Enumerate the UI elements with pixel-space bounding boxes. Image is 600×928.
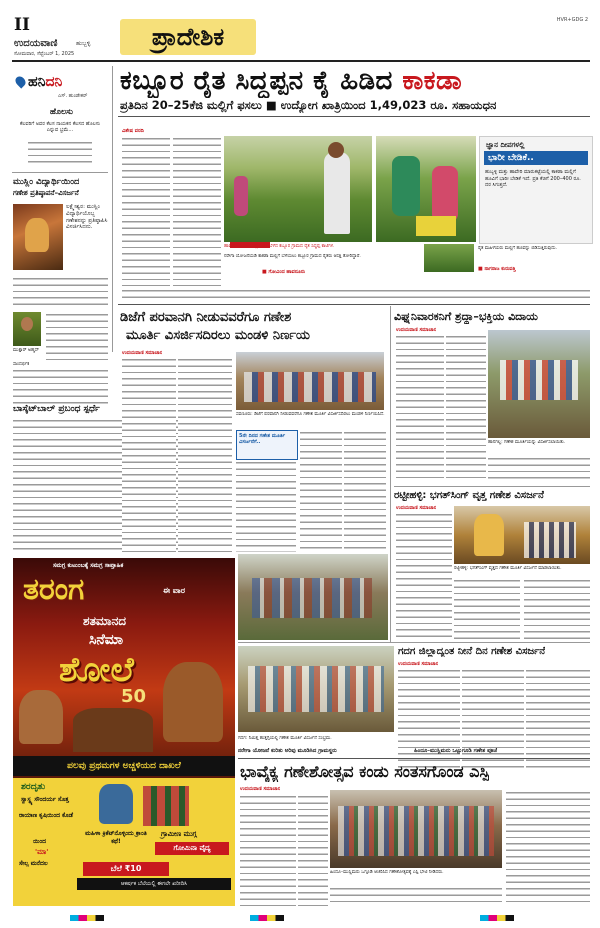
story2-text-2 <box>46 312 108 362</box>
student-caption: ಮುಕ್ತಾರ್ ಅಹ್ಮದ್ <box>13 348 40 353</box>
folk-dancers-photo <box>143 786 189 826</box>
advert-item-1-text: ಸ್ವಾಸ್ಥ್ಯ ಸೌಂದರ್ಯ ಸೊತ್ತ <box>21 796 69 803</box>
demand-box-title-2: ಭಾರೀ ಬೇಡಿಕೆ.. <box>484 151 588 165</box>
story2-headline-2: ಗಣೇಶ ಪ್ರತಿಷ್ಠಾಪನೆ–ವಿಸರ್ಜನೆ <box>13 189 79 197</box>
advert-item-1-title: ಶರದೃತು <box>21 782 46 792</box>
demand-box-text: ಹುಬ್ಬಳ್ಳಿ ಮತ್ತು ಹಾವೇರಿ ಮಾರುಕಟ್ಟೆಯಲ್ಲಿ ಕಾಕಡಾ ಮಲ್ಲಿಗೆ ಹೂವಿಗೆ ಭಾರೀ ಬೇಡಿಕೆ ಇದೆ. ಪ್ರತಿ ಕೆಜಿಗೆ 200–400 ರೂ. ದರ ಸಿಗುತ್ತದೆ. <box>485 169 581 189</box>
advert-left-text-2: ಯಿಂದ <box>33 838 46 845</box>
lead-text-col-2 <box>173 136 221 286</box>
left-column-vrule <box>112 66 113 352</box>
student-portrait-photo <box>13 312 41 346</box>
right-text-1b <box>446 334 486 482</box>
film-actor-left-photo <box>19 690 63 744</box>
film-actor-centre-photo <box>73 708 153 752</box>
right-text-2a <box>396 512 452 640</box>
bottom-rule <box>238 758 590 759</box>
centre-callout: 5ನೇ ದಿನದ ಗಣೇಶ ಮೂರ್ತಿ ವಿಸರ್ಜನೆಗೆ.. <box>236 430 298 460</box>
left-rule-1 <box>12 172 108 173</box>
advert-lower <box>13 778 235 906</box>
story3-headline: ಬಾಸ್ಕೆಟ್‌ಬಾಲ್ ಪ್ರಬಂಧ ಸ್ಪರ್ಧೆ <box>13 404 100 414</box>
right-rule-1 <box>394 486 590 487</box>
farmer-field-photo <box>224 136 372 242</box>
mandal-meeting-photo <box>236 352 384 410</box>
women-picking-photo <box>376 136 476 242</box>
date-line: ಸೋಮವಾರ, ಸೆಪ್ಟೆಂಬರ್ 1, 2025 <box>14 51 75 57</box>
bottom-caption: ಹಿಂದೂ–ಮುಸ್ಲಿಮರು ಒಗ್ಗೂಡಿ ಆಚರಿಸಿದ ಗಣೇಶೋತ್ಸವಕ್ಕೆ ಎಸ್ಪಿ ಭೇಟಿ ನೀಡಿದರು. <box>330 870 444 875</box>
right-rule-2 <box>238 642 590 643</box>
hani-dani-item-title: ಹೊಲಸು <box>50 107 73 116</box>
right-caption-2: ರಟ್ಟೀಹಳ್ಳಿ: ಭಗತ್‌ಸಿಂಗ್ ವೃತ್ತದ ಗಣೇಶ ಮೂರ್ತಿ ವಿಸರ್ಜನೆ ಮಾಡಲಾಯಿತು. <box>454 566 562 571</box>
centre-photo-caption: ಸವಣೂರು: ಡಿಜೆಗೆ ಪರವಾನಗಿ ನೀಡುವವರೆಗೂ ಗಣೇಶ ಮೂರ್ತಿ ವಿಸರ್ಜಿಸದಿರಲು ಮಂಡಳಿ ನಿರ್ಣಯಿಸಿದೆ. <box>236 412 385 417</box>
right-caption-1: ಹಾನಗಲ್ಲ: ಗಣೇಶ ಮೂರ್ತಿಯನ್ನು ವಿಸರ್ಜಿಸಲಾಯಿತು. <box>488 440 566 445</box>
story2-headline-1: ಮುಸ್ಲಿಂ ವಿದ್ಯಾರ್ಥಿಯಿಂದ <box>13 177 80 187</box>
lead-caption-2: ನರೇಗಾ ಯೋಜನೆಯಡಿ ಕಾಕಡಾ ಮಲ್ಲಿಗೆ ಬೆಳೆಯಲು ಕಬ್ಬೂರ ಗ್ರಾಮದ ರೈತರು ಆಸಕ್ತಿ ತೋರಿದ್ದಾರೆ. <box>224 254 361 259</box>
story2-side-text: ಲಕ್ಷ್ಮೇಶ್ವರ: ಮುಸ್ಲಿಂ ವಿದ್ಯಾರ್ಥಿಯೊಬ್ಬ ಗಣೇಶನನ್ನು ಪ್ರತಿಷ್ಠಾಪಿಸಿ ವಿಸರ್ಜಿಸಿದನು. <box>66 204 108 231</box>
advert-banner: ಪಲವು ಪ್ರಥಮಗಳ ಅಚ್ಚಳಿಯದ ದಾಖಲೆ <box>13 756 235 776</box>
lead-bottom-rule <box>118 304 590 305</box>
right-text-1a <box>396 334 444 482</box>
hani-dani-brand: ಹನಿದನಿ <box>16 74 62 90</box>
lead-headline: ಕಬ್ಬೂರ ರೈತ ಸಿದ್ದಪ್ಪನ ಕೈ ಹಿಡಿದ ಕಾಕಡಾ <box>120 66 463 96</box>
demand-box-title-1: ಜ್ಞಾನ ದೀಪಗಳಲ್ಲಿ <box>486 141 525 149</box>
right-byline-3: ಉದಯವಾಣಿ ಸಮಾಚಾರ <box>398 661 439 667</box>
lead-caption-1: ಹಾವೇರಿ: ಕಾಕಡಾ ಮಲ್ಲಿಗೆ ಹೂ ಬೆಳೆದ ಕಬ್ಬೂರ ಗ್ರಾಮದ ರೈತ ಸಿದ್ದಪ್ಪ ಕಾಟಿಗಳ. <box>224 244 335 249</box>
centre-headline-1: ಡಿಜೆಗೆ ಪರವಾನಗಿ ನೀಡುವವರೆಗೂ ಗಣೇಶ <box>120 310 292 325</box>
advert-title-3: ಶೋಲೆ <box>59 650 134 690</box>
advert-offer: ಆಕರ್ಷಕ ಬೆಲೆಯಲ್ಲಿ ಈಗಲೇ ಖರೀದಿಸಿ <box>77 878 231 890</box>
bottom-text-col-1 <box>240 794 296 906</box>
advert-brand: ತರಂಗ <box>23 572 85 607</box>
lead-byline: ವಿಶೇಷ ವರದಿ <box>122 128 144 134</box>
registration-marks <box>0 912 600 924</box>
caption-b: ಸಾಂದರ್ಭಿಕ <box>13 362 30 367</box>
demand-box-author: ■ ನಾಗರಾಜ ಕುರುವತ್ತಿ <box>478 266 516 272</box>
demand-box <box>479 136 593 244</box>
bottom-strip-right: ಹಿಂದೂ–ಮುಸ್ಲಿಮರು ಒಟ್ಟುಗೂಡಿ ಗಣೇಶ ಪೂಜೆ <box>414 748 498 754</box>
right-text-2b <box>454 578 520 640</box>
lead-subhead-rule <box>118 116 590 117</box>
right-headline-2: ರಟ್ಟೀಹಳ್ಳಿ: ಭಗತ್‌ಸಿಂಗ್ ವೃತ್ತ ಗಣೇಶ ವಿಸರ್ಜನೆ <box>394 490 544 501</box>
advert-title-1: ಶತಮಾನದ <box>83 614 127 628</box>
centre-text-col-5 <box>344 430 386 552</box>
right-text-1c <box>488 456 590 482</box>
advert-item-2-text: ಮಹಿಳಾ ಕ್ರಿಕೆಟ್‌ನೊಳ್ಳಿಂದು ಕ್ರಾಂತಿ ಕಥೆ! <box>85 830 147 845</box>
procession-photo <box>454 506 590 564</box>
hani-dani-byline: ಎಸ್. ಹುಂಡೇಕರ್ <box>58 93 88 99</box>
advert-left-text-4: ಸೇಲ್ಸ ಮನೆದಲ <box>19 860 48 867</box>
bottom-headline: ಭಾವೈಕ್ಯ ಗಣೇಶೋತ್ಸವ ಕಂಡು ಸಂತಸಗೊಂಡ ಎಸ್ಪಿ <box>240 762 490 781</box>
ganeshotsav-crowd-photo <box>330 790 502 868</box>
bottom-text-col-2 <box>298 794 328 906</box>
right-text-3b <box>462 668 524 772</box>
right-byline-2: ಉದಯವಾಣಿ ಸಮಾಚಾರ <box>396 505 437 511</box>
immersion-photo <box>488 330 590 438</box>
centre-text-col-2 <box>178 357 232 552</box>
advert-tagline: ಸಮಗ್ರ ಕುಟುಂಬಕ್ಕೆ ಸಮಗ್ರ ಸಾಪ್ತಾಹಿಕ <box>53 562 124 569</box>
page-number: II <box>14 15 30 35</box>
centre-text-col-4 <box>300 430 342 552</box>
taranga-advert <box>13 558 235 778</box>
right-text-3a <box>398 668 460 772</box>
advert-title-2: ಸಿನೆಮಾ <box>89 632 124 648</box>
right-headline-3: ಗದಗ ಜಿಲ್ಲಾದ್ಯಂತ ನೀನೆ ದಿನ ಗಣೇಶ ವಿಸರ್ಜನೆ <box>398 646 546 657</box>
masthead-rule <box>12 60 590 62</box>
advert-item-3-text: ಗ್ರಾಮೀಣ ಮುಗ್ಗ <box>161 830 197 838</box>
hani-dani-icon <box>13 74 27 88</box>
hani-dani-item-text: ಕೆಲವರಿಗೆ ಅವರ ಕೆಲಸ ನಾಯಕನ ಕೆಲಸದ ಹೊಲಸು ಎನ್ನುವ ಭ್ರಮೆ... <box>19 121 101 134</box>
cricketer-photo <box>99 784 133 824</box>
lead-author: ■ ಗೋವಿಂದ ಹಾವನೂರು <box>262 269 306 275</box>
page-code: HVR+GDG 2 <box>556 17 588 23</box>
advert-left-text-1: ರಾಯಾಣ ಕೃಷಿಯಿಂದ ಕೊಡೆ <box>19 812 73 819</box>
section-title: ಪ್ರಾದೇಶಿಕ <box>120 19 256 55</box>
centre-headline-2: ಮೂರ್ತಿ ವಿಸರ್ಜಿಸದಿರಲು ಮಂಡಳಿ ನಿರ್ಣಯ <box>126 328 310 343</box>
ganesha-idol-photo <box>13 204 63 270</box>
advert-brand-sub: ಈ ವಾರ <box>163 586 185 595</box>
centre-byline: ಉದಯವಾಣಿ ಸಮಾಚಾರ <box>122 350 163 356</box>
advert-item-4-text: ಗೋಮಿನಾ ವೈದ್ಯ <box>155 842 229 855</box>
advert-number: 50 <box>121 686 147 707</box>
story2-text <box>13 276 108 308</box>
centre-text-col-1 <box>122 357 176 552</box>
worksite-photo <box>238 554 388 640</box>
demand-box-caption: ರೈತ ಮಹಿಳೆಯರು ಮಲ್ಲಿಗೆ ಹೂವನ್ನು ಬಿಡಿಸುತ್ತಿರುವುದು. <box>478 246 558 251</box>
lead-subhead: ಪ್ರತಿದಿನ 20–25ಕೆಜಿ ಮಲ್ಲಿಗೆ ಫಸಲು ■ ಉದ್ಯೋಗ ಖಾತ್ರಿಯಿಂದ 1,49,023 ರೂ. ಸಹಾಯಧನ <box>120 98 497 112</box>
advert-left-text-3: 'ಮಾ' <box>35 848 49 856</box>
right-text-3c <box>526 668 590 772</box>
bottom-byline: ಉದಯವಾಣಿ ಸಮಾಚಾರ <box>240 786 281 792</box>
right-byline-1: ಉದಯವಾಣಿ ಸಮಾಚಾರ <box>396 327 437 333</box>
centre-caption-lower: ಗದಗ: ನಿಮಿತ್ತ ಹುತ್ತಗ್ಗಿಯಲ್ಲಿ ಗಣೇಶ ಮೂರ್ತಿ ವಿಸರ್ಜನೆ ಸಂಭ್ರಮ. <box>238 736 332 741</box>
bottom-text-col-3 <box>330 886 502 906</box>
right-headline-1: ವಿಘ್ನನಿವಾರಕನಿಗೆ ಶ್ರದ್ಧಾ–ಭಕ್ತಿಯ ವಿದಾಯ <box>394 310 538 323</box>
centre-right-vrule <box>390 306 391 642</box>
paper-name: ಉದಯವಾಣಿ <box>14 38 58 49</box>
flower-basket-photo <box>424 244 474 272</box>
advert-price-tag: ಬೆಲೆ ₹10 <box>83 862 169 876</box>
film-actor-right-photo <box>163 662 223 742</box>
story2-text-3 <box>13 368 108 404</box>
bottom-strip-left: ನರೇಗಾ ಯೋಜನೆ ಕುರಿತು ಅರಿವು ಮೂಡಿಸಿದ ಗ್ರಾಮಸ್ಥರು <box>238 748 337 754</box>
lead-text-col-1 <box>122 136 170 286</box>
villagers-photo <box>238 646 394 732</box>
bottom-text-col-4 <box>506 790 590 906</box>
lead-text-bottom <box>122 288 590 302</box>
centre-text-col-3 <box>236 460 296 552</box>
right-text-2c <box>524 578 590 640</box>
edition-label: ಹುಬ್ಬಳ್ಳಿ <box>76 40 91 47</box>
hani-dani-text-lines <box>28 140 92 166</box>
